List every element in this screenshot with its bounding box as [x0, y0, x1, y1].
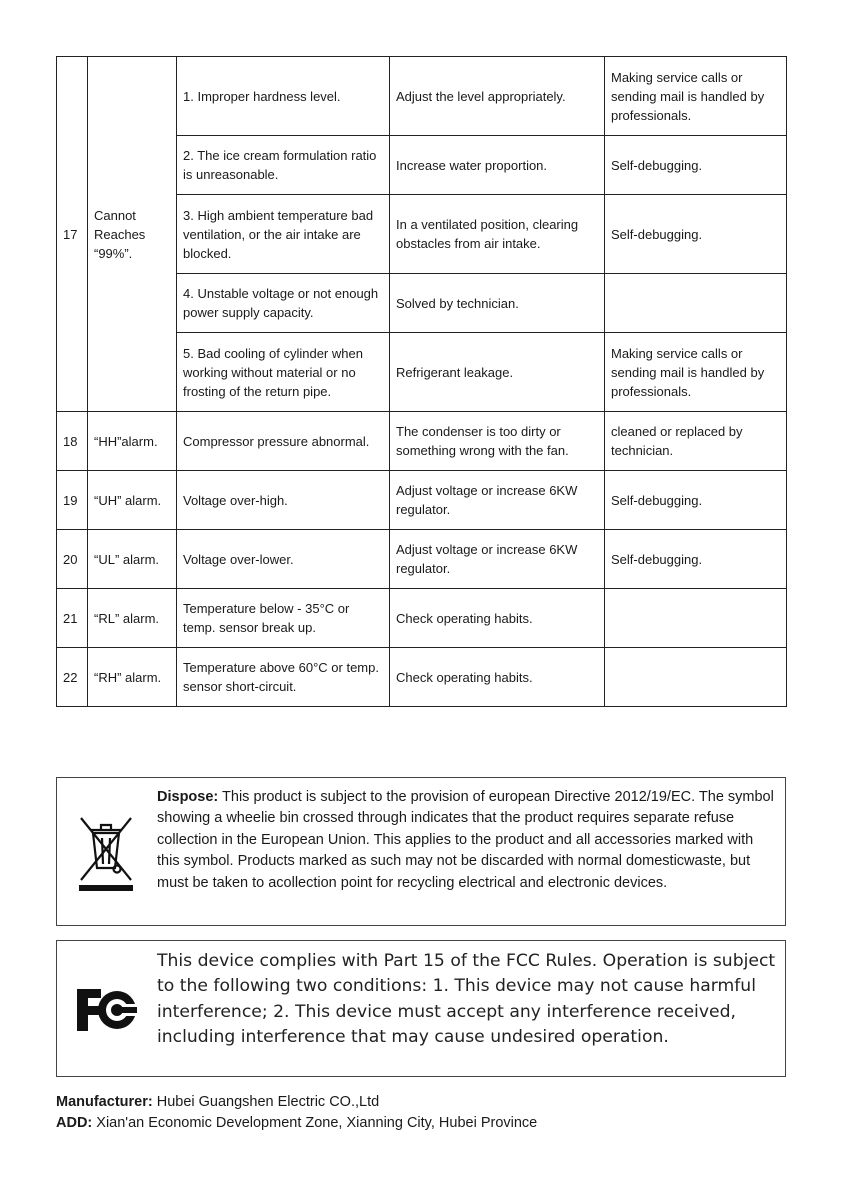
cause-cell: 1. Improper hardness level.	[177, 57, 390, 136]
dispose-notice	[56, 777, 786, 926]
cause-cell: 4. Unstable voltage or not enough power supply capacity.	[177, 274, 390, 333]
fcc-logo-icon	[75, 987, 137, 1033]
dispose-text	[157, 787, 777, 894]
manufacturer-label: Manufacturer:	[56, 1094, 153, 1110]
solution-cell: The condenser is too dirty or something wrong with the fan.	[390, 412, 605, 471]
table-row	[57, 471, 787, 530]
cause-cell: Compressor pressure abnormal.	[177, 412, 390, 471]
note-cell	[605, 274, 787, 333]
note-cell: Self-debugging.	[605, 195, 787, 274]
note-cell	[605, 589, 787, 648]
row-number: 21	[57, 589, 88, 648]
solution-cell: Adjust the level appropriately.	[390, 57, 605, 136]
note-cell: Self-debugging.	[605, 530, 787, 589]
table-row	[57, 648, 787, 707]
address-text: Xian'an Economic Development Zone, Xianning City, Hubei Province	[92, 1115, 538, 1131]
error-code: “RL” alarm.	[88, 589, 177, 648]
note-cell: Self-debugging.	[605, 136, 787, 195]
cause-cell: 2. The ice cream formulation ratio is unreasonable.	[177, 136, 390, 195]
note-cell: Making service calls or sending mail is handled by professionals.	[605, 333, 787, 412]
error-code: “RH” alarm.	[88, 648, 177, 707]
address-label: ADD:	[56, 1115, 93, 1131]
crossed-bin-icon	[77, 812, 135, 892]
dispose-label: Dispose:	[157, 789, 219, 805]
solution-cell: Refrigerant leakage.	[390, 333, 605, 412]
cause-cell: 3. High ambient temperature bad ventilation, or the air intake are blocked.	[177, 195, 390, 274]
row-number: 19	[57, 471, 88, 530]
solution-cell: Solved by technician.	[390, 274, 605, 333]
row-number: 20	[57, 530, 88, 589]
error-code: “UL” alarm.	[88, 530, 177, 589]
row-number: 22	[57, 648, 88, 707]
table-row	[57, 530, 787, 589]
cause-cell: Temperature below - 35°C or temp. sensor break up.	[177, 589, 390, 648]
cause-cell: Voltage over-lower.	[177, 530, 390, 589]
fcc-text: This device complies with Part 15 of the FCC Rules. Operation is subject to the following two conditions: 1. This device may not cause harmful interference; 2. This device must accept any interference received, including interference that may cause undesired operation.	[157, 951, 776, 1048]
error-code: “UH” alarm.	[88, 471, 177, 530]
troubleshooting-table	[56, 56, 787, 707]
solution-cell: Adjust voltage or increase 6KW regulator.	[390, 471, 605, 530]
note-cell: cleaned or replaced by technician.	[605, 412, 787, 471]
row-number: 17	[57, 57, 88, 412]
table-row	[57, 412, 787, 471]
error-code: “HH”alarm.	[88, 412, 177, 471]
manufacturer-name: Hubei Guangshen Electric CO.,Ltd	[152, 1094, 380, 1110]
solution-cell: Check operating habits.	[390, 648, 605, 707]
cause-cell: Temperature above 60°C or temp. sensor short-circuit.	[177, 648, 390, 707]
fcc-notice	[56, 940, 786, 1077]
dispose-body: This product is subject to the provision of european Directive 2012/19/EC. The symbol showing a wheelie bin crossed through indicates that the product requires separate refuse collection in the European Union. This applies to the product and all accessories marked with this symbol. Products marked as such may not be discarded with normal domesticwaste, but must be taken to acollection point for recycling electrical and electronic devices.	[157, 789, 774, 891]
error-code: Cannot Reaches “99%”.	[88, 57, 177, 412]
row-number: 18	[57, 412, 88, 471]
note-cell	[605, 648, 787, 707]
solution-cell: Adjust voltage or increase 6KW regulator.	[390, 530, 605, 589]
manufacturer-line	[56, 1092, 537, 1113]
solution-cell: Check operating habits.	[390, 589, 605, 648]
manufacturer-info	[56, 1092, 537, 1134]
address-line	[56, 1113, 537, 1134]
table-row	[57, 589, 787, 648]
note-cell: Self-debugging.	[605, 471, 787, 530]
solution-cell: Increase water proportion.	[390, 136, 605, 195]
solution-cell: In a ventilated position, clearing obstacles from air intake.	[390, 195, 605, 274]
cause-cell: Voltage over-high.	[177, 471, 390, 530]
table-row	[57, 57, 787, 136]
note-cell: Making service calls or sending mail is handled by professionals.	[605, 57, 787, 136]
cause-cell: 5. Bad cooling of cylinder when working without material or no frosting of the return pipe.	[177, 333, 390, 412]
